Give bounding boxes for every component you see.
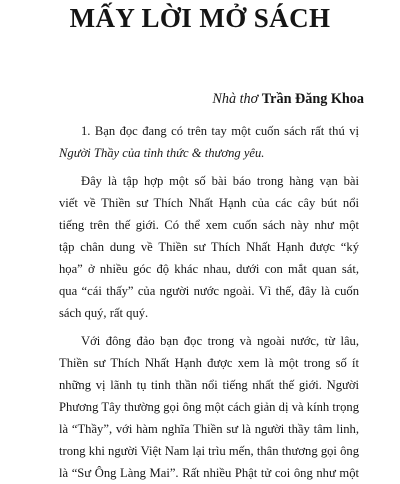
paragraph: [59, 330, 359, 484]
body-text: [59, 120, 359, 484]
text-line: Đây là tập hợp một số bài báo trong hàng vạn bài: [81, 174, 359, 188]
author-name: Trần Đăng Khoa: [261, 91, 364, 107]
paragraph: [59, 170, 359, 324]
text-line: tập chân dung về Thiền sư Thích Nhất Hạnh được “ký: [59, 240, 359, 254]
text-line: 1. Bạn đọc đang có trên tay một cuốn sách rất thú vị: [81, 124, 359, 138]
text-line: họa” ở nhiều góc độ khác nhau, dưới con mắt quan sát,: [59, 262, 359, 276]
text-line: viết về Thiền sư Thích Nhất Hạnh của các cây bút nổi: [59, 196, 359, 210]
author-role: Nhà thơ: [212, 91, 259, 107]
book-title-line: Người Thầy của tỉnh thức & thương yêu.: [59, 146, 265, 160]
paragraph: [59, 120, 359, 164]
text-line: Phương Tây thường gọi ông một cách giản dị và kính trọng: [59, 400, 359, 414]
text-line: qua “cái thấy” của người nước ngoài. Vì thế, đây là cuốn: [59, 284, 359, 298]
text-line: những vị lãnh tụ tinh thần nổi tiếng nhất thế giới. Người: [59, 378, 359, 392]
text-line: là “Sư Ông Làng Mai”. Rất nhiều Phật tử coi ông như một: [59, 466, 359, 480]
text-line: tiếng trên thế giới. Có thể xem cuốn sách này như một: [59, 218, 359, 232]
author-byline: [212, 90, 364, 108]
chapter-title: MẤY LỜI MỞ SÁCH: [69, 3, 331, 33]
text-line: trong khi người Việt Nam lại trìu mến, thân thương gọi ông: [59, 444, 359, 458]
text-line: Với đông đảo bạn đọc trong và ngoài nước, từ lâu,: [81, 334, 359, 348]
text-line: là “Thầy”, với hàm nghĩa Thiền sư là người thầy tâm linh,: [59, 422, 359, 436]
text-line: sách quý, rất quý.: [59, 306, 149, 320]
text-line: Thiền sư Thích Nhất Hạnh được xem là một trong số ít: [59, 356, 359, 370]
